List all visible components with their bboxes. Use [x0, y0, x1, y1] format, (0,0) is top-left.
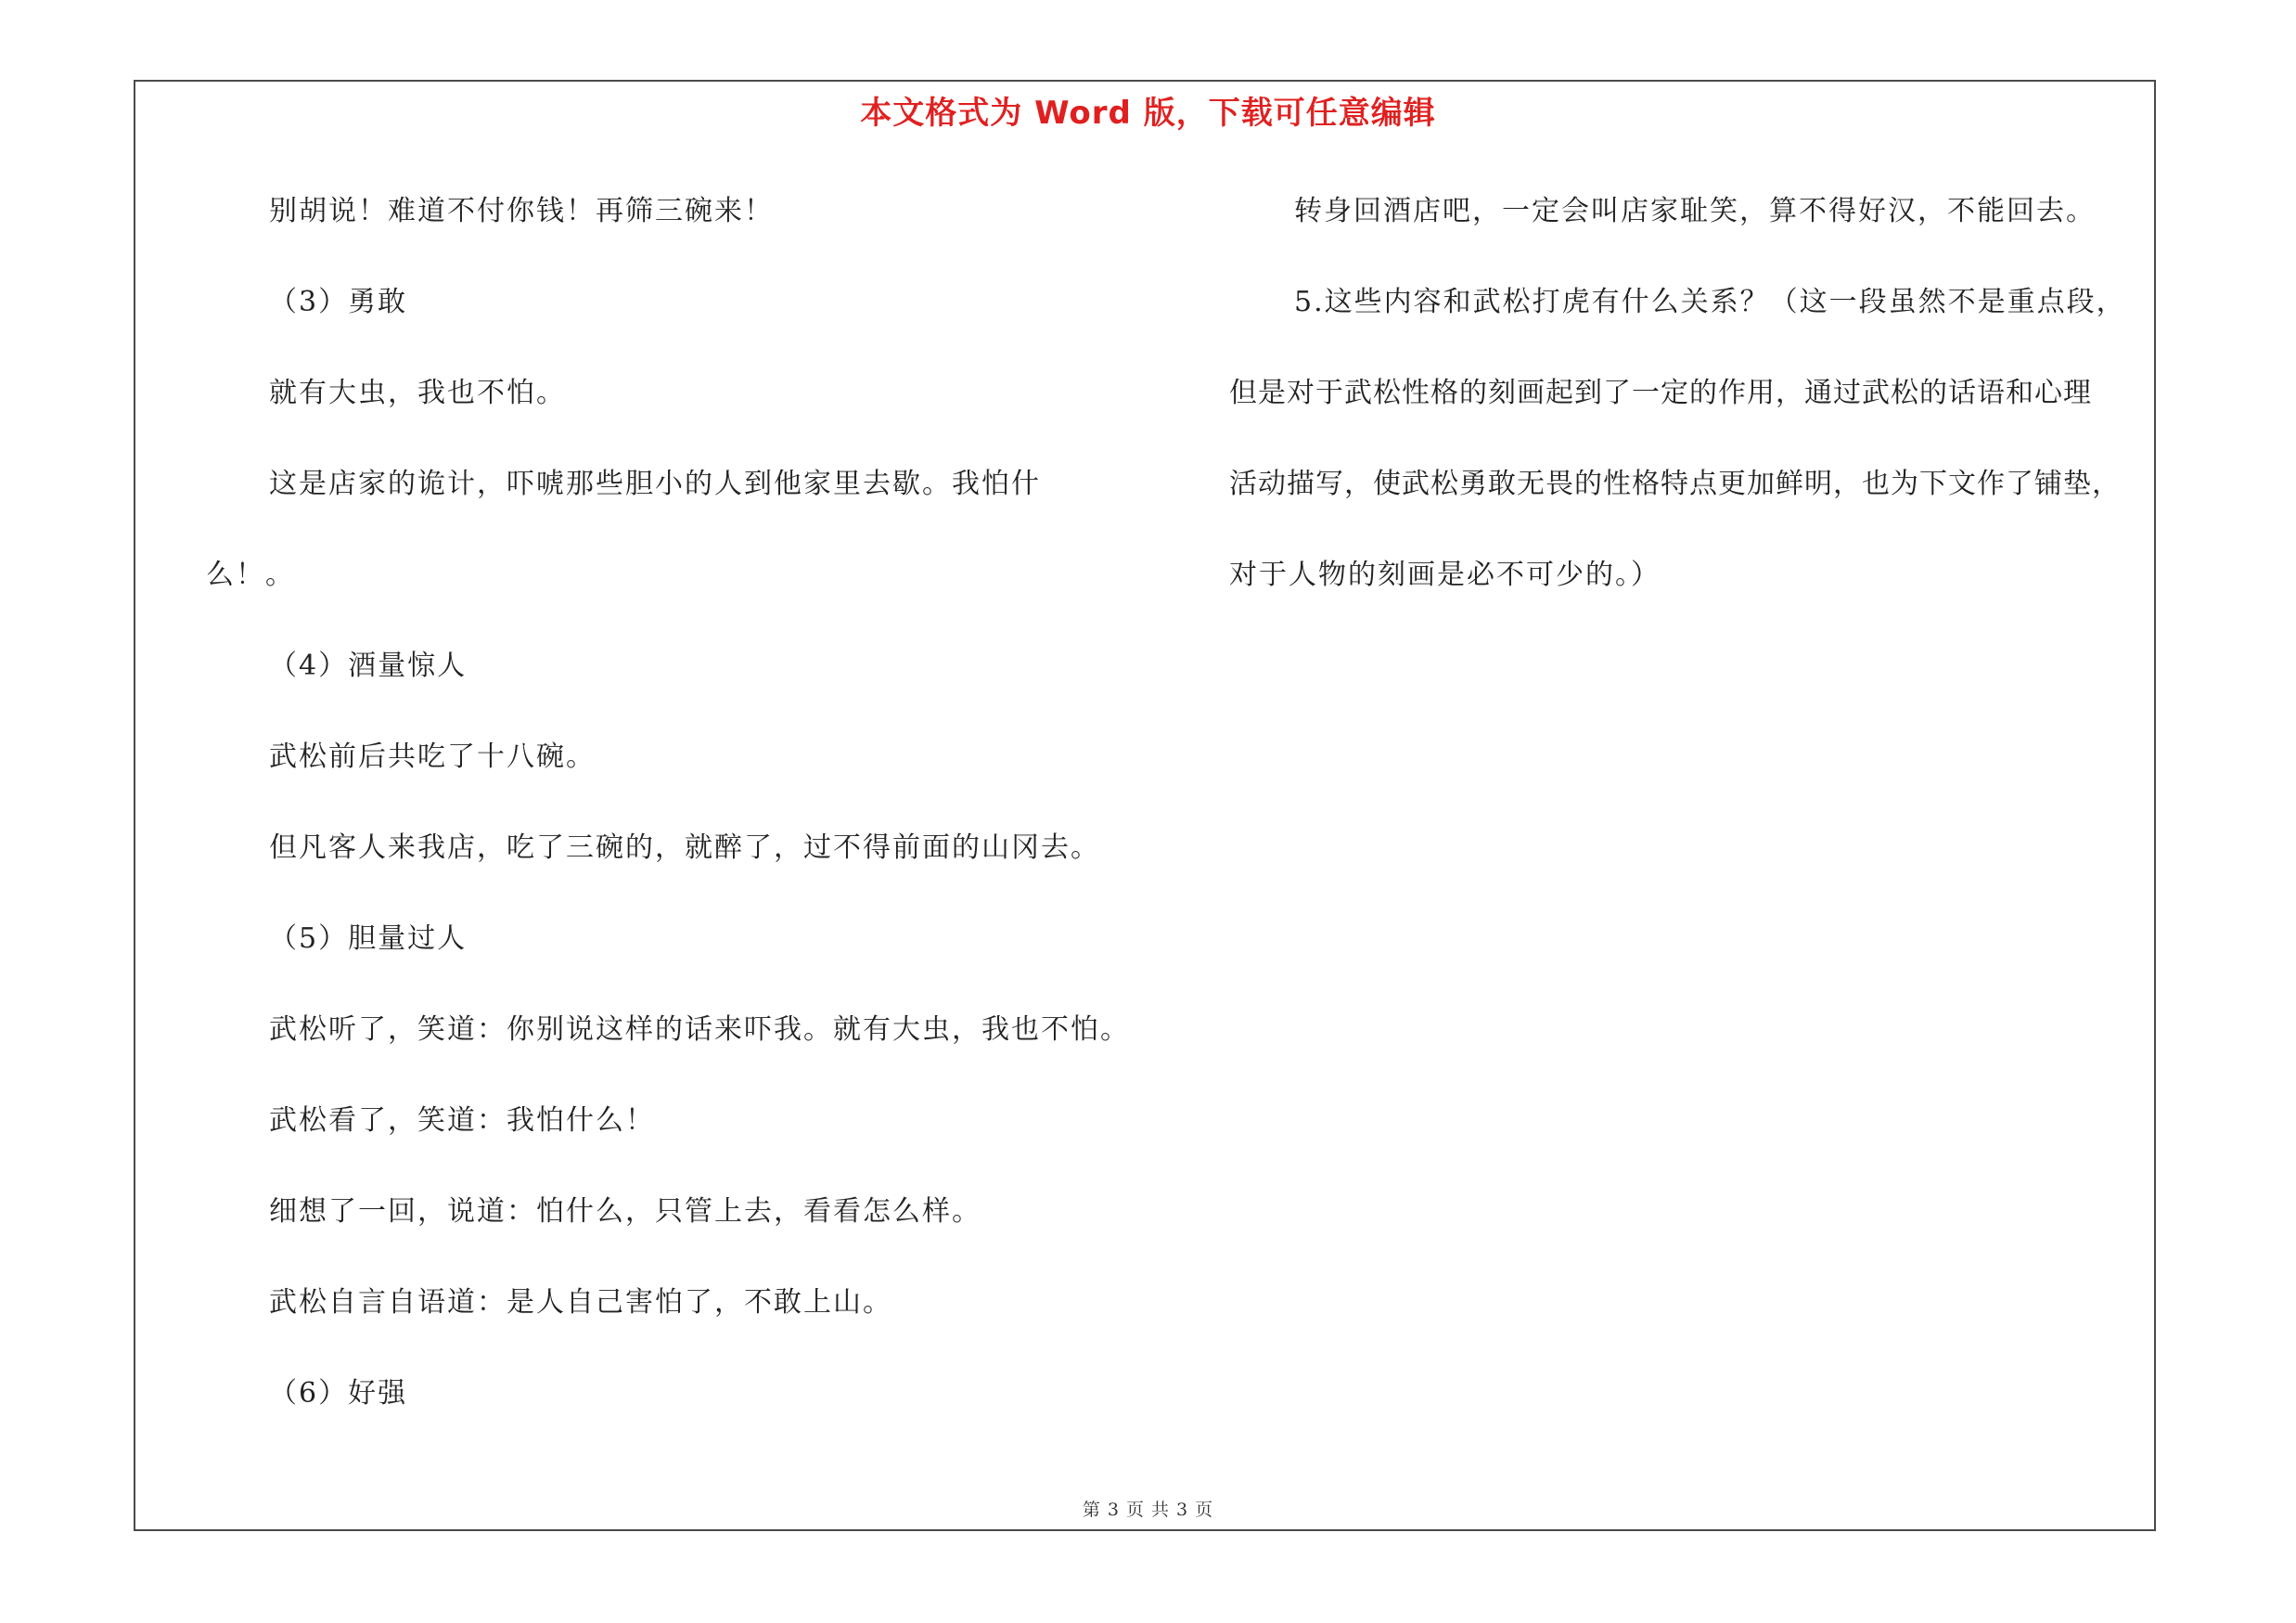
paragraph-line: 5.这些内容和武松打虎有什么关系？（这一段虽然不是重点段，: [1294, 286, 2126, 318]
paragraph-line: 别胡说！难道不付你钱！再筛三碗来！: [269, 195, 774, 227]
paragraph-line: 武松自言自语道：是人自己害怕了，不敢上山。: [269, 1286, 892, 1319]
section-heading: （6）好强: [269, 1377, 408, 1410]
section-heading: （4）酒量惊人: [269, 650, 468, 682]
paragraph-line: 转身回酒店吧，一定会叫店家耻笑，算不得好汉，不能回去。: [1294, 195, 2096, 227]
page-number: 第 3 页 共 3 页: [1082, 1500, 1214, 1520]
section-heading: （5）胆量过人: [269, 922, 468, 955]
document-header: 本文格式为 Word 版，下载可任意编辑: [860, 95, 1436, 132]
paragraph-line: 就有大虫，我也不怕。: [269, 377, 566, 409]
paragraph-line: 这是店家的诡计，吓唬那些胆小的人到他家里去歇。我怕什: [269, 468, 1041, 500]
paragraph-line: 武松看了，笑道：我怕什么！: [269, 1104, 655, 1137]
paragraph-line: 活动描写，使武松勇敢无畏的性格特点更加鲜明，也为下文作了铺垫，: [1229, 468, 2121, 500]
paragraph-line: 武松听了，笑道：你别说这样的话来吓我。就有大虫，我也不怕。: [269, 1013, 1130, 1046]
paragraph-line: 细想了一回，说道：怕什么，只管上去，看看怎么样。: [269, 1195, 981, 1228]
paragraph-line: 武松前后共吃了十八碗。: [269, 741, 596, 773]
section-heading: （3）勇敢: [269, 286, 408, 318]
paragraph-line: 但凡客人来我店，吃了三碗的，就醉了，过不得前面的山冈去。: [269, 831, 1100, 864]
paragraph-line: 但是对于武松性格的刻画起到了一定的作用，通过武松的话语和心理: [1229, 377, 2092, 409]
paragraph-line: 对于人物的刻画是必不可少的。）: [1229, 559, 1661, 591]
paragraph-line: 么！。: [206, 559, 295, 591]
